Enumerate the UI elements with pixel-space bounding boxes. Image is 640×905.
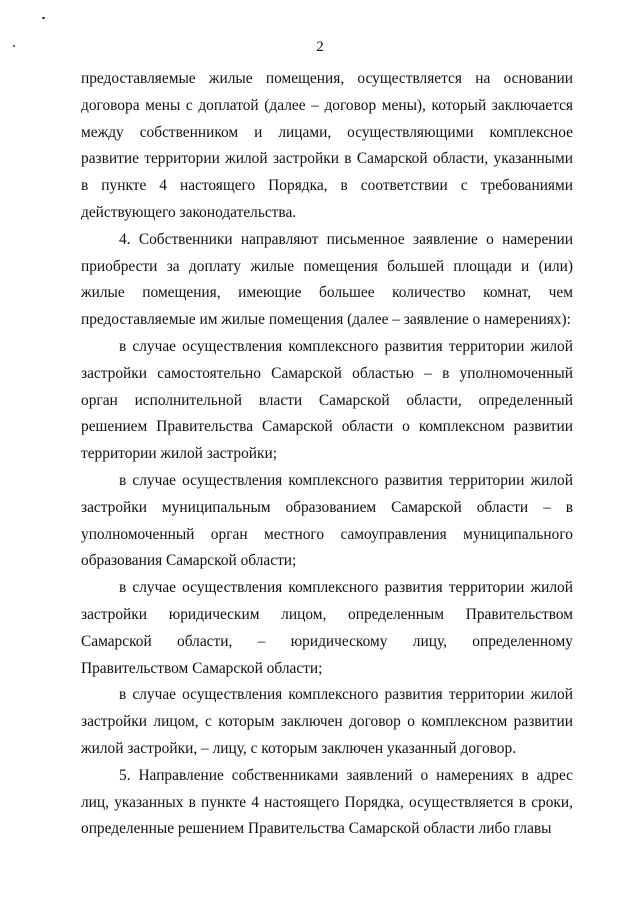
paragraph-case-contract-party: в случае осуществления комплексного развития территории жилой застройки лицом, с которым заключен договор о комплексном развитии жилой застройки, – лицу, с которым заключен указанный договор. — [81, 686, 573, 757]
paragraph-case-municipality: в случае осуществления комплексного развития территории жилой застройки муниципальным образованием Самарской области – в уполномоченный орган местного самоуправления муниципального образования Самарской области; — [81, 471, 573, 570]
paragraph-item-5: 5. Направление собственниками заявлений о намерениях в адрес лиц, указанных в пункте 4 настоящего Порядка, осуществляется в сроки, определенные решением Правительства Самарской области либо главы — [81, 766, 573, 838]
page-number: 2 — [316, 39, 324, 55]
paragraph-case-region: в случае осуществления комплексного развития территории жилой застройки самостоятельно Самарской областью – в уполномоченный орган исполнительной власти Самарской области, определенный решением Правительства Самарской области о комплексном развитии территории жилой застройки; — [81, 337, 573, 463]
document-body — [81, 66, 573, 843]
paragraph-case-legal-entity: в случае осуществления комплексного развития территории жилой застройки юридическим лицом, определенным Правительством Самарской области, – юридическому лицу, определенному Правительством Самарской области; — [81, 579, 573, 677]
paragraph-continuation: предоставляемые жилые помещения, осуществляется на основании договора мены с доплатой (далее – договор мены), который заключается между собственником и лицами, осуществляющими комплексное развитие территории жилой застройки в Самарской области, указанными в пункте 4 настоящего Порядка, в соответствии с требованиями действующего законодательства. — [81, 70, 573, 221]
scan-speck — [42, 17, 45, 19]
paragraph-item-4: 4. Собственники направляют письменное заявление о намерении приобрести за доплату жилые помещения большей площади и (или) жилые помещения, имеющие большее количество комнат, чем предоставляемые им жилые помещения (далее – заявление о намерениях): — [81, 230, 573, 329]
